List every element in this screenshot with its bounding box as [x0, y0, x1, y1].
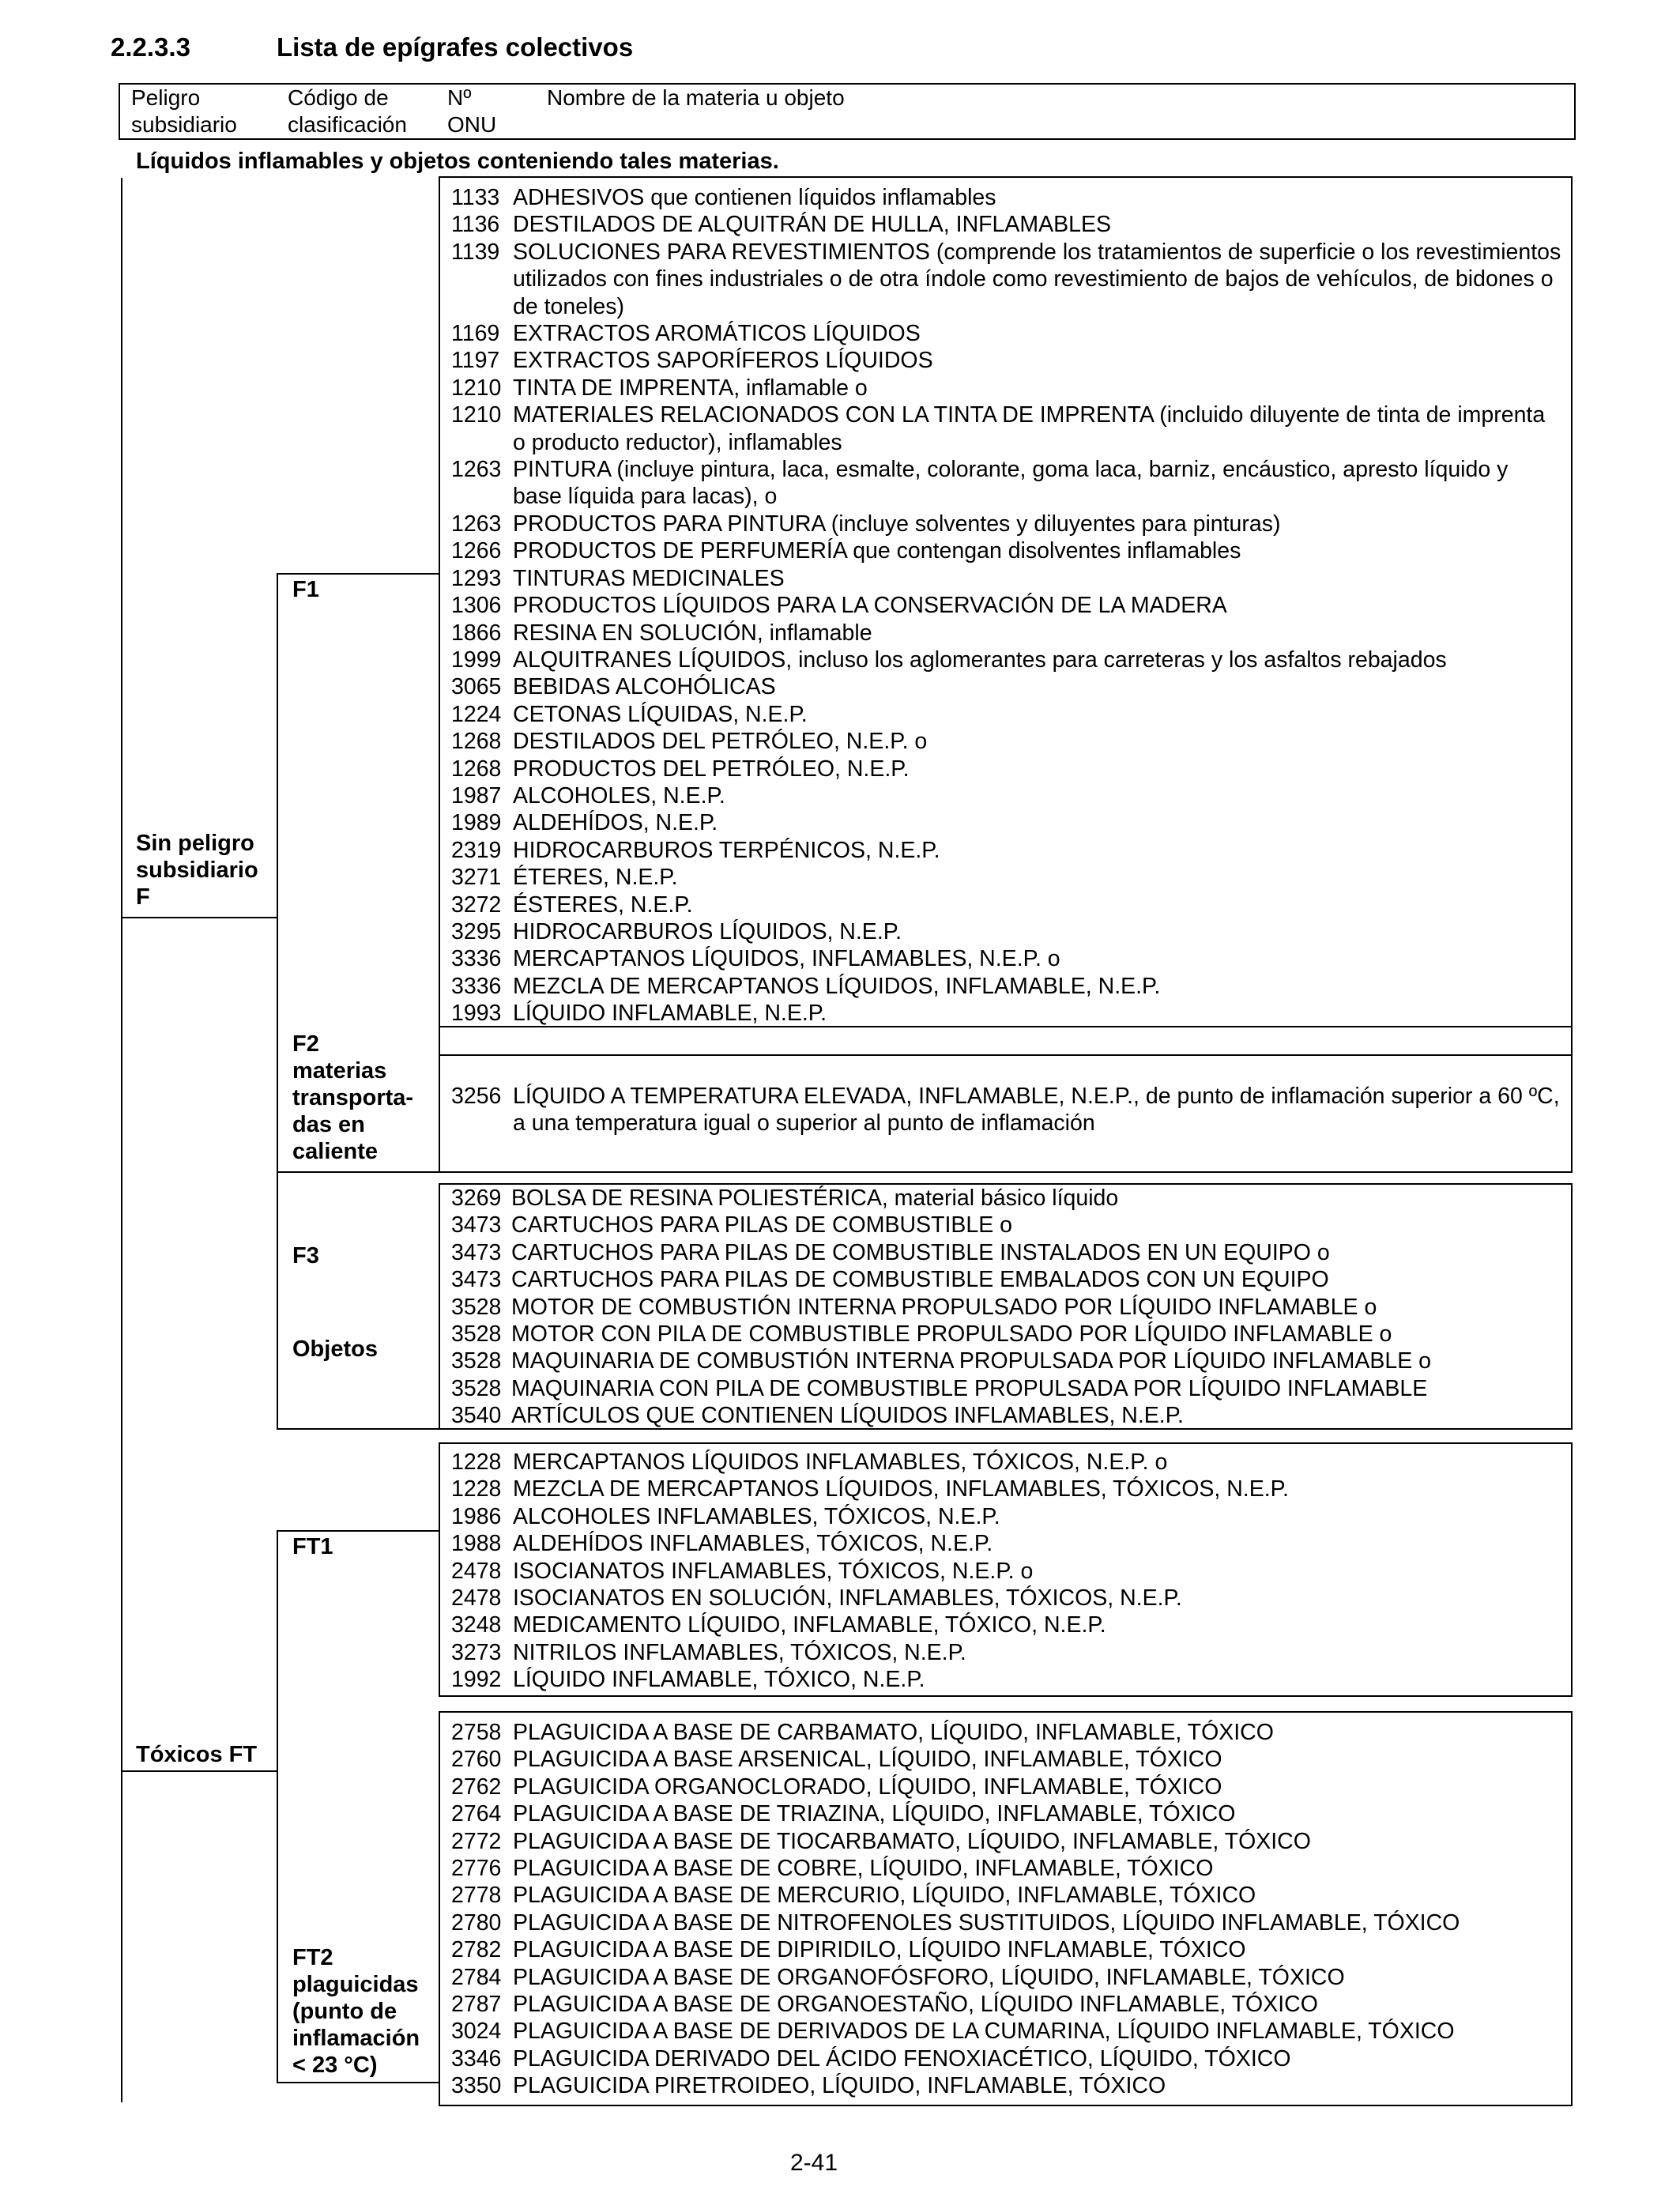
entry-un-number: 1293 — [451, 565, 502, 591]
entry-un-number: 1986 — [451, 1503, 502, 1529]
entry-un-number: 2776 — [451, 1856, 502, 1882]
entry-name: PLAGUICIDA A BASE DE NITROFENOLES SUSTITUIDOS, LÍQUIDO INFLAMABLE, TÓXICO — [513, 1909, 1460, 1936]
entry-un-number: 2319 — [451, 837, 502, 863]
entry-name: PLAGUICIDA A BASE DE CARBAMATO, LÍQUIDO, INFLAMABLE, TÓXICO — [513, 1720, 1274, 1745]
code-ft2-label — [292, 1944, 420, 2079]
header-col-subsidiary-line1: Peligro — [131, 85, 201, 110]
tree-line-f1-connector — [277, 573, 439, 575]
entries-list-ft2 — [451, 1719, 1561, 2100]
entry-un-number: 1169 — [451, 321, 500, 347]
code-f2-line1: F2 — [292, 1031, 319, 1057]
entry-name: PLAGUICIDA A BASE DE TRIAZINA, LÍQUIDO, INFLAMABLE, TÓXICO — [513, 1801, 1236, 1827]
entry-row — [451, 1666, 1561, 1693]
entry-row — [451, 673, 1561, 700]
header-col-un-number-line1: Nº — [447, 85, 472, 110]
entry-un-number: 2758 — [451, 1720, 502, 1745]
entry-row — [451, 837, 1561, 864]
entry-row — [451, 320, 1561, 347]
entry-name: LÍQUIDO A TEMPERATURA ELEVADA, INFLAMABLE, N.E.P., de punto de inflamación superior a 60 ºC, a una temperatura igual o superior al punto de inflamación — [513, 1084, 1560, 1137]
entry-un-number: 1139 — [451, 239, 500, 265]
entry-un-number: 1987 — [451, 782, 502, 809]
entry-name: PINTURA (incluye pintura, laca, esmalte, colorante, goma laca, barniz, encáustico, apresto líquido y base líquida para lacas), o — [513, 457, 1509, 510]
entry-name: MERCAPTANOS LÍQUIDOS, INFLAMABLES, N.E.P. o — [513, 946, 1060, 972]
entry-name: LÍQUIDO INFLAMABLE, TÓXICO, N.E.P. — [513, 1667, 925, 1693]
header-col-classification — [288, 85, 407, 138]
entry-un-number: 2478 — [451, 1585, 502, 1612]
entry-row — [451, 1882, 1561, 1909]
entry-name: RESINA EN SOLUCIÓN, inflamable — [513, 620, 872, 646]
entry-name: MEZCLA DE MERCAPTANOS LÍQUIDOS, INFLAMABLES, TÓXICOS, N.E.P. — [513, 1476, 1289, 1502]
entry-row — [451, 1800, 1561, 1827]
tree-line-main — [121, 178, 122, 2102]
entry-row — [451, 1936, 1561, 1963]
code-f3-sub-label: Objetos — [292, 1336, 378, 1362]
entry-un-number: 3336 — [451, 973, 502, 999]
entry-row — [451, 1402, 1561, 1429]
entry-row — [451, 1321, 1561, 1348]
code-f2-line2: materias — [292, 1058, 387, 1084]
group-sin-peligro-line3: F — [136, 884, 150, 910]
entry-name: PLAGUICIDA DERIVADO DEL ÁCIDO FENOXIACÉTICO, LÍQUIDO, TÓXICO — [513, 2045, 1291, 2071]
entry-row — [451, 1212, 1561, 1238]
entry-name: CARTUCHOS PARA PILAS DE COMBUSTIBLE INSTALADOS EN UN EQUIPO o — [511, 1239, 1330, 1265]
entry-name: HIDROCARBUROS TERPÉNICOS, N.E.P. — [513, 837, 940, 863]
entry-row — [451, 1612, 1561, 1638]
entry-name: NITRILOS INFLAMABLES, TÓXICOS, N.E.P. — [513, 1639, 966, 1665]
tree-line-ft-group — [277, 1530, 278, 2083]
code-f2-line5: caliente — [292, 1139, 378, 1164]
code-ft2-line2: plaguicidas — [292, 1972, 419, 1997]
entry-row — [451, 1185, 1561, 1212]
entry-un-number: 1988 — [451, 1531, 502, 1557]
entry-name: PRODUCTOS PARA PINTURA (incluye solventes y diluyentes para pinturas) — [513, 511, 1281, 537]
entry-row — [451, 1449, 1561, 1476]
entry-un-number: 1210 — [451, 402, 502, 428]
entry-un-number: 3528 — [451, 1294, 502, 1320]
entry-row — [451, 347, 1561, 374]
entry-name: PLAGUICIDA A BASE DE DERIVADOS DE LA CUMARINA, LÍQUIDO INFLAMABLE, TÓXICO — [513, 2019, 1455, 2045]
entry-un-number: 3350 — [451, 2073, 502, 2099]
entry-name: ÉTERES, N.E.P. — [513, 865, 678, 891]
entries-box-f3 — [439, 1183, 1573, 1430]
entry-row — [451, 620, 1561, 647]
entry-row — [451, 864, 1561, 891]
entry-un-number: 1197 — [451, 348, 500, 374]
entry-row — [451, 1964, 1561, 1991]
entry-name: ÉSTERES, N.E.P. — [513, 892, 693, 918]
entry-un-number: 2780 — [451, 1909, 502, 1936]
entry-un-number: 1263 — [451, 511, 502, 537]
entry-un-number: 1136 — [451, 212, 500, 238]
entry-row — [451, 1503, 1561, 1530]
entry-name: CARTUCHOS PARA PILAS DE COMBUSTIBLE EMBALADOS CON UN EQUIPO — [511, 1267, 1329, 1293]
entry-name: SOLUCIONES PARA REVESTIMIENTOS (comprende los tratamientos de superficie o los revestimientos utilizados con fines industriales o de otra índole como revestimiento de bajos de vehículos, de bidones o de toneles) — [513, 239, 1561, 319]
tree-line-toxicos-underline — [121, 1770, 277, 1772]
entry-row — [451, 592, 1561, 619]
entry-un-number: 1228 — [451, 1476, 502, 1502]
entry-un-number: 3336 — [451, 946, 502, 972]
entry-row — [451, 1828, 1561, 1855]
entry-name: ALDEHÍDOS, N.E.P. — [513, 810, 718, 836]
entry-row — [451, 1348, 1561, 1374]
entry-name: MOTOR CON PILA DE COMBUSTIBLE PROPULSADO POR LÍQUIDO INFLAMABLE o — [511, 1321, 1392, 1348]
entries-list-ft1 — [451, 1449, 1561, 1694]
entry-un-number: 3269 — [451, 1186, 502, 1211]
entry-name: PLAGUICIDA A BASE DE ORGANOFÓSFORO, LÍQUIDO, INFLAMABLE, TÓXICO — [513, 1964, 1345, 1990]
entry-name: ISOCIANATOS INFLAMABLES, TÓXICOS, N.E.P. o — [513, 1558, 1034, 1584]
entry-name: HIDROCARBUROS LÍQUIDOS, N.E.P. — [513, 918, 902, 944]
header-col-name: Nombre de la materia u objeto — [547, 85, 845, 110]
entry-un-number: 1228 — [451, 1449, 502, 1475]
code-f1-label: F1 — [292, 577, 319, 602]
entry-row — [451, 809, 1561, 836]
code-f2-line3: transporta- — [292, 1085, 414, 1110]
entry-un-number: 1993 — [451, 1001, 502, 1027]
entry-row — [451, 537, 1561, 564]
entry-row — [451, 1266, 1561, 1293]
entry-row — [451, 647, 1561, 673]
entry-name: MEZCLA DE MERCAPTANOS LÍQUIDOS, INFLAMABLE, N.E.P. — [513, 973, 1161, 999]
entry-row — [451, 1476, 1561, 1502]
entry-name: EXTRACTOS AROMÁTICOS LÍQUIDOS — [513, 321, 921, 347]
entry-row — [451, 1719, 1561, 1746]
entry-name: LÍQUIDO INFLAMABLE, N.E.P. — [513, 1001, 827, 1027]
tree-line-sin-peligro-underline — [121, 917, 277, 918]
entry-un-number: 2772 — [451, 1828, 502, 1854]
entry-row — [451, 1000, 1561, 1027]
entry-row — [451, 1375, 1561, 1402]
section-title: Lista de epígrafes colectivos — [277, 32, 634, 62]
entry-un-number: 2787 — [451, 1992, 502, 2018]
code-ft2-line1: FT2 — [292, 1945, 333, 1970]
entry-un-number: 3256 — [451, 1084, 502, 1109]
entry-name: MATERIALES RELACIONADOS CON LA TINTA DE IMPRENTA (incluido diluyente de tinta de imprenta o producto reductor), inflamables — [513, 402, 1546, 455]
code-f2-line4: das en — [292, 1112, 365, 1137]
code-ft1-label: FT1 — [292, 1534, 333, 1559]
entries-list-f3 — [451, 1185, 1561, 1430]
entry-name: PLAGUICIDA A BASE DE TIOCARBAMATO, LÍQUIDO, INFLAMABLE, TÓXICO — [513, 1828, 1311, 1854]
entry-row — [451, 1639, 1561, 1666]
entry-un-number: 3248 — [451, 1612, 502, 1638]
entry-un-number: 3273 — [451, 1639, 502, 1665]
entry-un-number: 2760 — [451, 1747, 502, 1773]
entries-list-f1 — [451, 184, 1561, 1027]
tree-line-f2-bottom — [277, 1171, 439, 1173]
entry-row — [451, 945, 1561, 972]
entry-name: PLAGUICIDA ORGANOCLORADO, LÍQUIDO, INFLAMABLE, TÓXICO — [513, 1774, 1222, 1800]
group-sin-peligro-line1: Sin peligro — [136, 831, 254, 856]
entry-name: TINTA DE IMPRENTA, inflamable o — [513, 375, 868, 401]
entry-row — [451, 892, 1561, 918]
entry-un-number: 3473 — [451, 1212, 502, 1238]
entry-row — [451, 184, 1561, 211]
entry-name: CETONAS LÍQUIDAS, N.E.P. — [513, 701, 808, 727]
entry-un-number: 3272 — [451, 892, 502, 918]
entry-row — [451, 2072, 1561, 2099]
entries-box-f2 — [439, 1054, 1573, 1173]
entry-row — [451, 1083, 1561, 1137]
entry-name: MERCAPTANOS LÍQUIDOS INFLAMABLES, TÓXICOS, N.E.P. o — [513, 1449, 1168, 1475]
entry-un-number: 1210 — [451, 375, 502, 401]
entry-row — [451, 1530, 1561, 1557]
entry-row — [451, 401, 1561, 456]
entry-un-number: 1133 — [451, 185, 500, 210]
entry-name: PLAGUICIDA A BASE DE COBRE, LÍQUIDO, INFLAMABLE, TÓXICO — [513, 1856, 1214, 1882]
entry-un-number: 3528 — [451, 1375, 502, 1401]
entry-un-number: 2778 — [451, 1883, 502, 1909]
entry-un-number: 3540 — [451, 1403, 502, 1429]
entry-name: DESTILADOS DE ALQUITRÁN DE HULLA, INFLAMABLES — [513, 212, 1112, 238]
entry-un-number: 3065 — [451, 674, 502, 700]
entry-name: PLAGUICIDA PIRETROIDEO, LÍQUIDO, INFLAMABLE, TÓXICO — [513, 2073, 1166, 2099]
entry-name: PLAGUICIDA A BASE DE MERCURIO, LÍQUIDO, INFLAMABLE, TÓXICO — [513, 1883, 1256, 1909]
entry-name: TINTURAS MEDICINALES — [513, 565, 785, 591]
entry-name: ALCOHOLES, N.E.P. — [513, 782, 725, 809]
entry-un-number: 1992 — [451, 1667, 502, 1693]
entry-name: DESTILADOS DEL PETRÓLEO, N.E.P. o — [513, 729, 928, 755]
group-sin-peligro-label — [136, 830, 258, 910]
header-col-subsidiary — [131, 85, 237, 138]
entries-box-ft1 — [439, 1442, 1573, 1697]
entry-name: PLAGUICIDA A BASE DE ORGANOESTAÑO, LÍQUIDO INFLAMABLE, TÓXICO — [513, 1992, 1318, 2018]
entry-row — [451, 918, 1561, 945]
entry-row — [451, 1294, 1561, 1321]
code-f2-label — [292, 1031, 413, 1165]
entry-name: EXTRACTOS SAPORÍFEROS LÍQUIDOS — [513, 348, 933, 374]
code-ft2-line5: < 23 °C) — [292, 2053, 378, 2078]
section-number: 2.2.3.3 — [111, 32, 190, 62]
entries-list-f2 — [451, 1083, 1561, 1137]
entry-un-number: 1866 — [451, 620, 502, 646]
code-ft2-line3: (punto de — [292, 1999, 397, 2024]
entry-un-number: 1268 — [451, 729, 502, 755]
tree-line-f3-bottom — [277, 1428, 439, 1430]
entry-name: PRODUCTOS LÍQUIDOS PARA LA CONSERVACIÓN DE LA MADERA — [513, 593, 1227, 619]
entry-un-number: 3528 — [451, 1348, 502, 1374]
entry-row — [451, 701, 1561, 728]
intro-text: Líquidos inflamables y objetos conteniendo tales materias. — [136, 149, 779, 174]
entry-name: CARTUCHOS PARA PILAS DE COMBUSTIBLE o — [511, 1212, 1013, 1238]
entry-un-number: 1263 — [451, 457, 502, 483]
entry-un-number: 2784 — [451, 1964, 502, 1990]
entry-row — [451, 1855, 1561, 1882]
tree-line-f-group — [277, 573, 278, 1429]
group-toxicos-label: Tóxicos FT — [136, 1742, 258, 1767]
entry-un-number: 3271 — [451, 865, 502, 891]
entry-name: PRODUCTOS DE PERFUMERÍA que contengan disolventes inflamables — [513, 538, 1241, 564]
entry-name: BEBIDAS ALCOHÓLICAS — [513, 674, 776, 700]
entry-un-number: 3473 — [451, 1239, 502, 1265]
entry-un-number: 1989 — [451, 810, 502, 836]
entry-un-number: 3346 — [451, 2045, 502, 2071]
entry-row — [451, 1239, 1561, 1266]
entry-name: ALQUITRANES LÍQUIDOS, incluso los aglomerantes para carreteras y los asfaltos rebajados — [513, 647, 1447, 673]
entry-name: PLAGUICIDA A BASE ARSENICAL, LÍQUIDO, INFLAMABLE, TÓXICO — [513, 1747, 1222, 1773]
entry-row — [451, 375, 1561, 401]
entry-name: PRODUCTOS DEL PETRÓLEO, N.E.P. — [513, 756, 910, 782]
entry-un-number: 3528 — [451, 1321, 502, 1348]
entry-name: MOTOR DE COMBUSTIÓN INTERNA PROPULSADO POR LÍQUIDO INFLAMABLE o — [511, 1294, 1377, 1320]
entry-row — [451, 782, 1561, 809]
entry-row — [451, 728, 1561, 755]
entry-un-number: 2762 — [451, 1774, 502, 1800]
page-number: 2-41 — [790, 2150, 838, 2176]
entry-name: BOLSA DE RESINA POLIESTÉRICA, material básico líquido — [511, 1186, 1119, 1211]
group-sin-peligro-line2: subsidiario — [136, 858, 258, 883]
column-header — [119, 83, 1576, 140]
entry-un-number: 2764 — [451, 1801, 502, 1827]
header-col-un-number — [447, 85, 496, 138]
entry-name: MAQUINARIA DE COMBUSTIÓN INTERNA PROPULSADA POR LÍQUIDO INFLAMABLE o — [511, 1348, 1431, 1374]
entry-name: ADHESIVOS que contienen líquidos inflamables — [513, 185, 996, 210]
entries-box-ft2 — [439, 1711, 1573, 2106]
entry-row — [451, 1991, 1561, 2018]
entry-un-number: 1266 — [451, 538, 502, 564]
entry-row — [451, 756, 1561, 782]
entry-un-number: 1999 — [451, 647, 502, 673]
entry-un-number: 1224 — [451, 701, 502, 727]
entry-name: PLAGUICIDA A BASE DE DIPIRIDILO, LÍQUIDO INFLAMABLE, TÓXICO — [513, 1937, 1246, 1963]
entry-name: MEDICAMENTO LÍQUIDO, INFLAMABLE, TÓXICO, N.E.P. — [513, 1612, 1106, 1638]
entry-row — [451, 2045, 1561, 2072]
tree-line-ft2-bottom — [277, 2082, 439, 2083]
entry-row — [451, 973, 1561, 1000]
entry-un-number: 1306 — [451, 593, 502, 619]
entry-name: ALCOHOLES INFLAMABLES, TÓXICOS, N.E.P. — [513, 1503, 1000, 1529]
entries-box-f2-empty — [439, 1026, 1573, 1056]
entry-name: MAQUINARIA CON PILA DE COMBUSTIBLE PROPULSADA POR LÍQUIDO INFLAMABLE — [511, 1375, 1428, 1401]
entry-row — [451, 2018, 1561, 2045]
header-col-classification-line1: Código de — [288, 85, 389, 110]
entries-box-f1 — [439, 176, 1573, 1027]
header-col-classification-line2: clasificación — [288, 112, 407, 137]
entry-row — [451, 565, 1561, 592]
entry-un-number: 3473 — [451, 1267, 502, 1293]
entry-row — [451, 1585, 1561, 1612]
entry-un-number: 2782 — [451, 1937, 502, 1963]
entry-row — [451, 1774, 1561, 1800]
header-col-subsidiary-line2: subsidiario — [131, 112, 237, 137]
code-f3-label: F3 — [292, 1243, 319, 1269]
entry-row — [451, 1558, 1561, 1585]
entry-row — [451, 1746, 1561, 1773]
entry-row — [451, 511, 1561, 537]
header-col-un-number-line2: ONU — [447, 112, 497, 137]
entry-row — [451, 456, 1561, 511]
tree-line-ft1-connector — [277, 1530, 439, 1532]
entry-name: ALDEHÍDOS INFLAMABLES, TÓXICOS, N.E.P. — [513, 1531, 993, 1557]
entry-row — [451, 239, 1561, 320]
entry-row — [451, 211, 1561, 238]
entry-un-number: 2478 — [451, 1558, 502, 1584]
entry-un-number: 3024 — [451, 2019, 502, 2045]
entry-name: ISOCIANATOS EN SOLUCIÓN, INFLAMABLES, TÓXICOS, N.E.P. — [513, 1585, 1182, 1612]
entry-row — [451, 1909, 1561, 1936]
entry-name: ARTÍCULOS QUE CONTIENEN LÍQUIDOS INFLAMABLES, N.E.P. — [511, 1403, 1184, 1429]
entry-un-number: 3295 — [451, 918, 502, 944]
entry-un-number: 1268 — [451, 756, 502, 782]
code-ft2-line4: inflamación — [292, 2026, 420, 2051]
